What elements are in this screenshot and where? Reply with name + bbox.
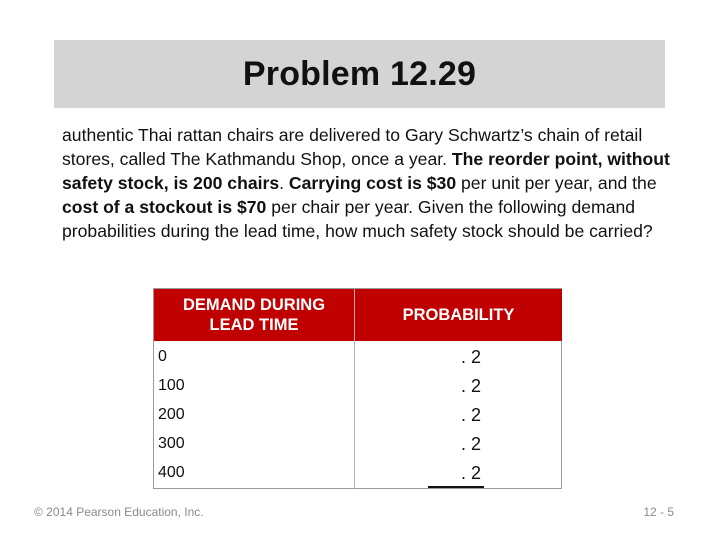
- sum-underline: [428, 486, 484, 488]
- table-row: [154, 400, 561, 430]
- demand-cell: 100: [158, 377, 185, 394]
- probability-cell: . 2: [461, 405, 482, 425]
- probability-cell: . 2: [461, 434, 482, 454]
- problem-segment-0: authentic Thai rattan chairs are delivered to Gary Schwartz’s chain of retail stores, called The Kathmandu Shop, once a year.: [62, 125, 643, 169]
- demand-cell: 400: [158, 464, 185, 481]
- copyright-notice: © 2014 Pearson Education, Inc.: [34, 505, 204, 519]
- table-row: [154, 458, 561, 488]
- table-row: [154, 429, 561, 459]
- demand-cell: 300: [158, 435, 185, 452]
- demand-cell: 200: [158, 406, 185, 423]
- problem-segment-5: cost of a stockout is $70: [62, 197, 267, 217]
- demand-cell: 0: [158, 348, 167, 365]
- probability-cell: . 2: [461, 376, 482, 396]
- header-probability: PROBABILITY: [355, 289, 562, 341]
- probability-cell: . 2: [461, 463, 482, 483]
- problem-segment-1: The reorder point, without safety stock, is 200 chairs: [62, 149, 670, 193]
- table-row: [154, 371, 561, 401]
- problem-segment-3: Carrying cost is $30: [288, 173, 457, 193]
- slide-title: Problem 12.29: [242, 54, 477, 93]
- demand-probability-table: [153, 288, 562, 489]
- table-row: [154, 342, 561, 372]
- header-demand-during-lead-time: DEMAND DURING LEAD TIME: [154, 289, 354, 341]
- page-number: 12 - 5: [643, 505, 674, 519]
- title-bar: [54, 40, 665, 108]
- problem-statement: [62, 123, 672, 243]
- problem-segment-2: .: [279, 173, 289, 193]
- probability-cell: . 2: [461, 347, 482, 367]
- problem-segment-4: per unit per year, and the: [456, 173, 657, 193]
- problem-segment-6: per chair per year. Given the following demand probabilities during the lead time, how much safety stock should be carried?: [62, 197, 653, 241]
